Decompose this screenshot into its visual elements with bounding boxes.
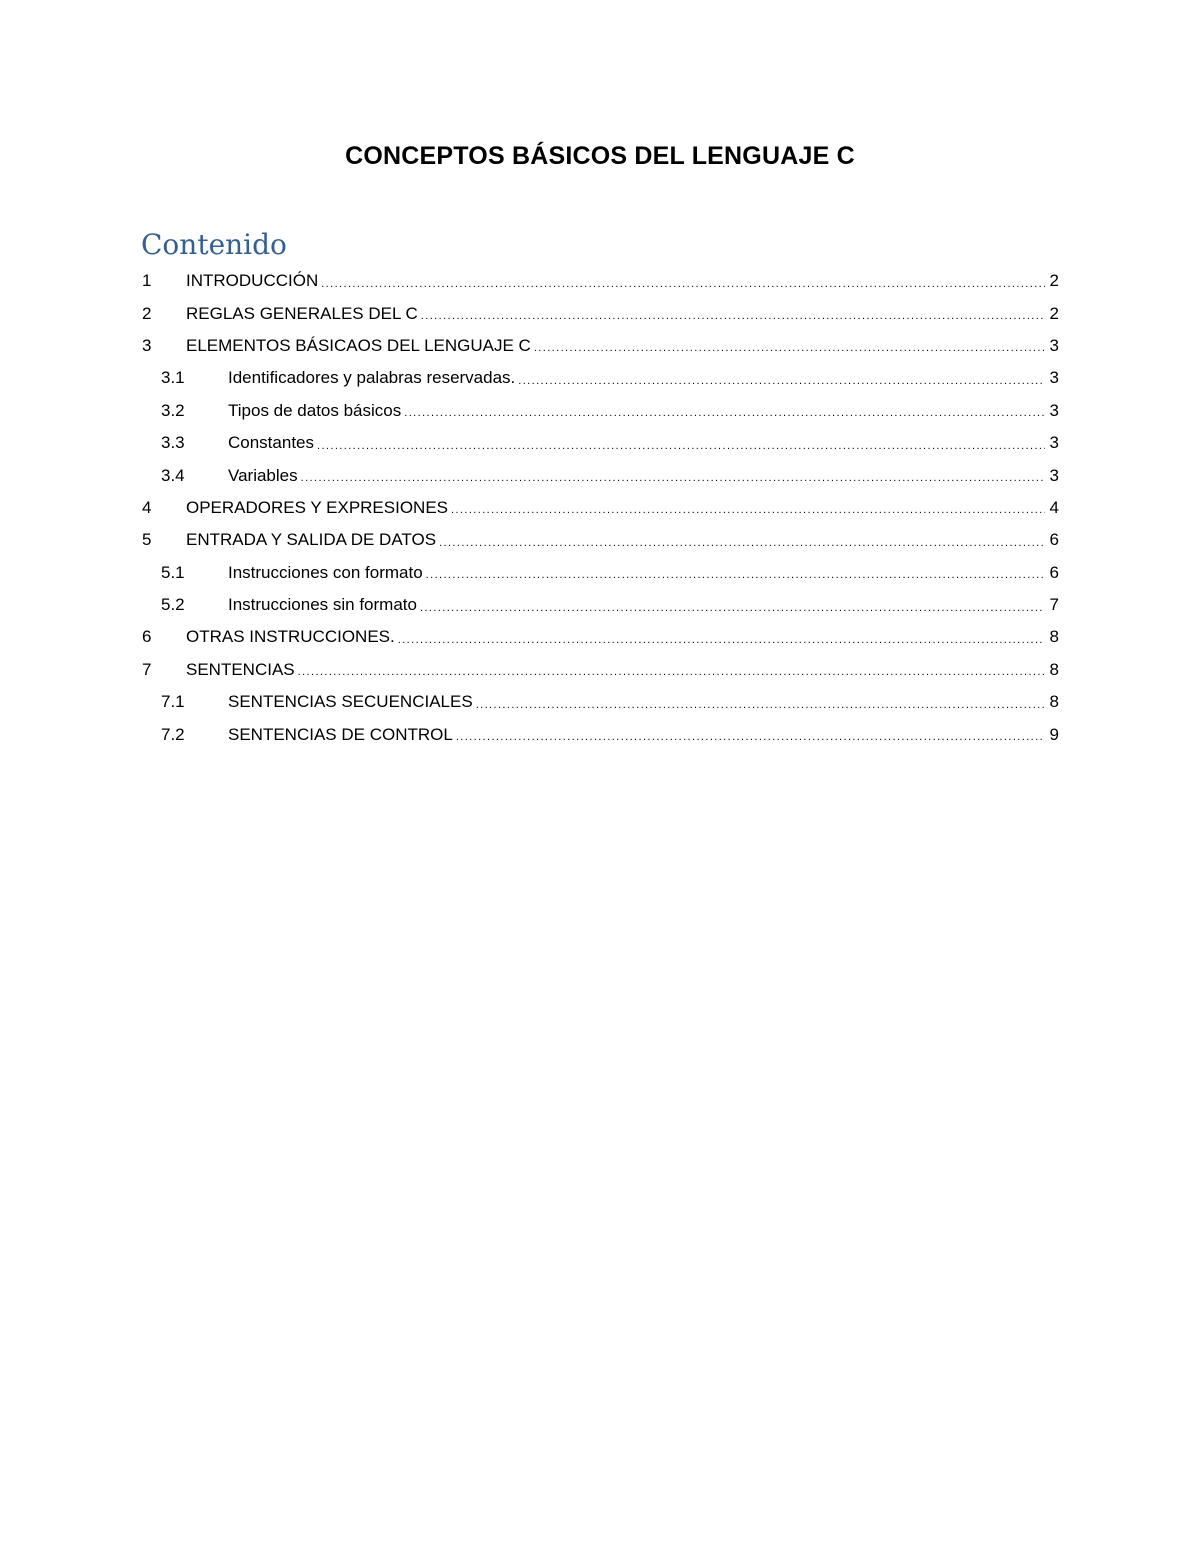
toc-entry-label: ELEMENTOS BÁSICAOS DEL LENGUAJE C	[186, 335, 531, 355]
toc-dot-leader	[298, 661, 1045, 678]
toc-entry[interactable]	[141, 330, 1059, 362]
toc-entry[interactable]	[141, 265, 1059, 297]
toc-dot-leader	[317, 435, 1045, 452]
toc-entry-page-number: 8	[1049, 627, 1059, 647]
toc-entry-number: 5.2	[161, 595, 185, 615]
toc-entry-label: SENTENCIAS DE CONTROL	[228, 724, 453, 744]
toc-dot-leader	[439, 532, 1045, 549]
toc-entry-label: OTRAS INSTRUCCIONES.	[186, 627, 395, 647]
toc-entry-number: 4	[142, 497, 152, 517]
toc-entry-page-number: 9	[1049, 724, 1059, 744]
toc-entry-number: 2	[142, 303, 152, 323]
toc-entry-label: SENTENCIAS	[186, 659, 295, 679]
toc-entry[interactable]	[141, 459, 1059, 491]
toc-entry-label: INTRODUCCIÓN	[186, 271, 319, 291]
toc-entry-label: ENTRADA Y SALIDA DE DATOS	[186, 530, 437, 550]
toc-entry-number: 7.1	[161, 692, 185, 712]
toc-entry-number: 3.4	[161, 465, 185, 485]
toc-entry-number: 3	[142, 335, 152, 355]
toc-entry-page-number: 8	[1049, 659, 1059, 679]
toc-entry-page-number: 3	[1049, 368, 1059, 388]
toc-dot-leader	[321, 273, 1045, 290]
toc-dot-leader	[301, 467, 1045, 484]
toc-dot-leader	[404, 402, 1045, 419]
toc-entry-page-number: 3	[1049, 433, 1059, 453]
toc-dot-leader	[518, 370, 1045, 387]
toc-entry-page-number: 7	[1049, 595, 1059, 615]
toc-entry-number: 6	[142, 627, 152, 647]
toc-entry-number: 5	[142, 530, 152, 550]
toc-entry-page-number: 8	[1049, 692, 1059, 712]
toc-dot-leader	[426, 564, 1045, 581]
toc-entry[interactable]	[141, 524, 1059, 556]
toc-entry-page-number: 2	[1049, 303, 1059, 323]
toc-entry-number: 7	[142, 659, 152, 679]
document-title: CONCEPTOS BÁSICOS DEL LENGUAJE C	[345, 142, 855, 170]
toc-dot-leader	[456, 726, 1045, 743]
toc-entry-label: Identificadores y palabras reservadas.	[228, 368, 516, 388]
toc-entry-number: 3.3	[161, 433, 185, 453]
toc-entry-page-number: 6	[1049, 562, 1059, 582]
toc-entry-label: SENTENCIAS SECUENCIALES	[228, 692, 473, 712]
toc-entry-label: OPERADORES Y EXPRESIONES	[186, 497, 449, 517]
toc-entry-number: 5.1	[161, 562, 185, 582]
toc-dot-leader	[420, 597, 1045, 614]
toc-entry-number: 1	[142, 271, 152, 291]
toc-entry-number: 3.1	[161, 368, 185, 388]
toc-entry[interactable]	[141, 427, 1059, 459]
toc-entry-page-number: 2	[1049, 271, 1059, 291]
toc-heading: Contenido	[141, 228, 287, 261]
toc-entry[interactable]	[141, 395, 1059, 427]
toc-entry[interactable]	[141, 621, 1059, 653]
toc-entry-page-number: 3	[1049, 335, 1059, 355]
toc-entry[interactable]	[141, 297, 1059, 329]
toc-entry-label: Instrucciones sin formato	[228, 595, 417, 615]
toc-entry-label: Variables	[228, 465, 298, 485]
toc-entry[interactable]	[141, 718, 1059, 750]
toc-entry[interactable]	[141, 589, 1059, 621]
toc-entry[interactable]	[141, 362, 1059, 394]
toc-entry-label: Constantes	[228, 433, 314, 453]
toc-entry-page-number: 4	[1049, 497, 1059, 517]
toc-entry-label: Instrucciones con formato	[228, 562, 423, 582]
toc-entry-label: REGLAS GENERALES DEL C	[186, 303, 418, 323]
toc-dot-leader	[398, 629, 1045, 646]
toc-entry-page-number: 6	[1049, 530, 1059, 550]
toc-entry-page-number: 3	[1049, 400, 1059, 420]
toc-dot-leader	[451, 499, 1045, 516]
toc-entry-number: 7.2	[161, 724, 185, 744]
toc-entry-label: Tipos de datos básicos	[228, 400, 402, 420]
toc-dot-leader	[534, 337, 1045, 354]
table-of-contents	[141, 265, 1059, 751]
toc-entry-page-number: 3	[1049, 465, 1059, 485]
toc-entry[interactable]	[141, 654, 1059, 686]
toc-dot-leader	[421, 305, 1045, 322]
toc-dot-leader	[476, 694, 1045, 711]
toc-entry[interactable]	[141, 686, 1059, 718]
toc-entry[interactable]	[141, 557, 1059, 589]
toc-entry[interactable]	[141, 492, 1059, 524]
toc-entry-number: 3.2	[161, 400, 185, 420]
